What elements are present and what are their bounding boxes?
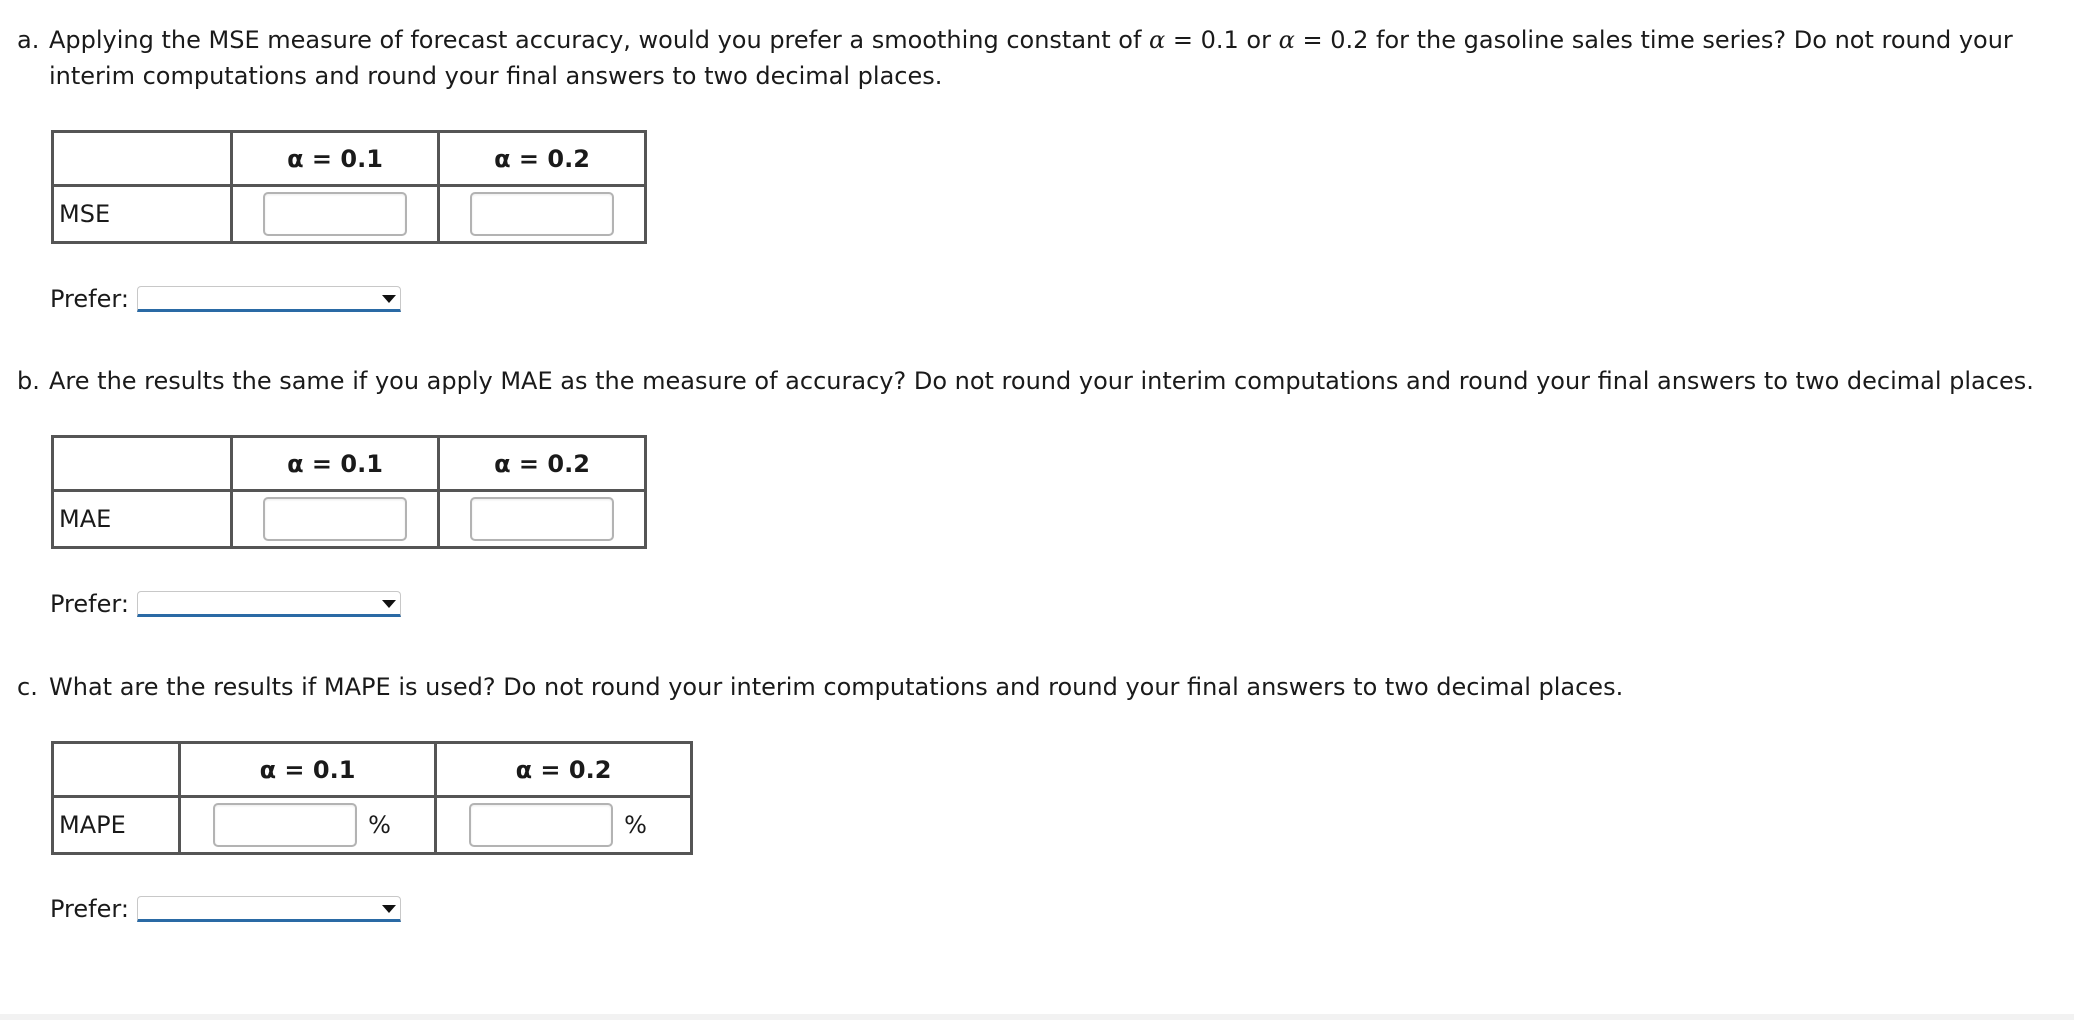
question-a-label: a. [17, 26, 40, 54]
row-label-mae: MAE [53, 491, 232, 548]
mae-alpha-0-2-input[interactable] [470, 497, 614, 541]
prefer-b-row [50, 590, 401, 618]
mse-alpha-0-1-input[interactable] [263, 192, 407, 236]
col-header-alpha-0-1: α = 0.1 [232, 437, 439, 491]
percent-unit: % [368, 811, 391, 839]
row-label-mse: MSE [53, 186, 232, 243]
prefer-a-row [50, 285, 401, 313]
question-b [17, 363, 2062, 399]
col-header-alpha-0-2: α = 0.2 [436, 743, 692, 797]
table-corner-cell [53, 437, 232, 491]
alpha-symbol: α [1278, 26, 1295, 54]
question-a-text-continued: interim computations and round your final answers to two decimal places. [49, 62, 943, 90]
question-c-text: What are the results if MAPE is used? Do not round your interim computations and round your final answers to two decimal places. [49, 673, 1624, 701]
mse-alpha-0-2-input[interactable] [470, 192, 614, 236]
col-header-alpha-0-1: α = 0.1 [180, 743, 436, 797]
alpha-symbol: α [1149, 26, 1166, 54]
prefer-a-label: Prefer: [50, 285, 129, 313]
table-corner-cell [53, 132, 232, 186]
col-header-alpha-0-1: α = 0.1 [232, 132, 439, 186]
mae-alpha-0-1-input[interactable] [263, 497, 407, 541]
chevron-down-icon [382, 905, 396, 913]
col-header-alpha-0-2: α = 0.2 [439, 437, 646, 491]
question-c [17, 669, 2062, 705]
table-corner-cell [53, 743, 180, 797]
percent-unit: % [624, 811, 647, 839]
col-header-alpha-0-2: α = 0.2 [439, 132, 646, 186]
question-a-text: Applying the MSE measure of forecast accuracy, would you prefer a smoothing constant of α = 0.1 or α = 0.2 for the gasoline sales time series? Do not round your [49, 26, 2013, 54]
mape-alpha-0-1-input[interactable] [213, 803, 357, 847]
prefer-b-dropdown[interactable] [137, 591, 401, 617]
mse-table [51, 130, 647, 244]
row-label-mape: MAPE [53, 797, 180, 854]
question-a [17, 22, 2062, 94]
prefer-c-dropdown[interactable] [137, 896, 401, 922]
question-b-text: Are the results the same if you apply MAE as the measure of accuracy? Do not round your interim computations and round your final answers to two decimal places. [49, 367, 2034, 395]
chevron-down-icon [382, 295, 396, 303]
question-c-label: c. [17, 673, 38, 701]
mae-table [51, 435, 647, 549]
mape-table [51, 741, 693, 855]
mape-alpha-0-2-input[interactable] [469, 803, 613, 847]
bottom-divider [0, 1014, 2074, 1020]
question-b-label: b. [17, 367, 40, 395]
prefer-c-label: Prefer: [50, 895, 129, 923]
prefer-b-label: Prefer: [50, 590, 129, 618]
prefer-a-dropdown[interactable] [137, 286, 401, 312]
chevron-down-icon [382, 600, 396, 608]
prefer-c-row [50, 895, 401, 923]
